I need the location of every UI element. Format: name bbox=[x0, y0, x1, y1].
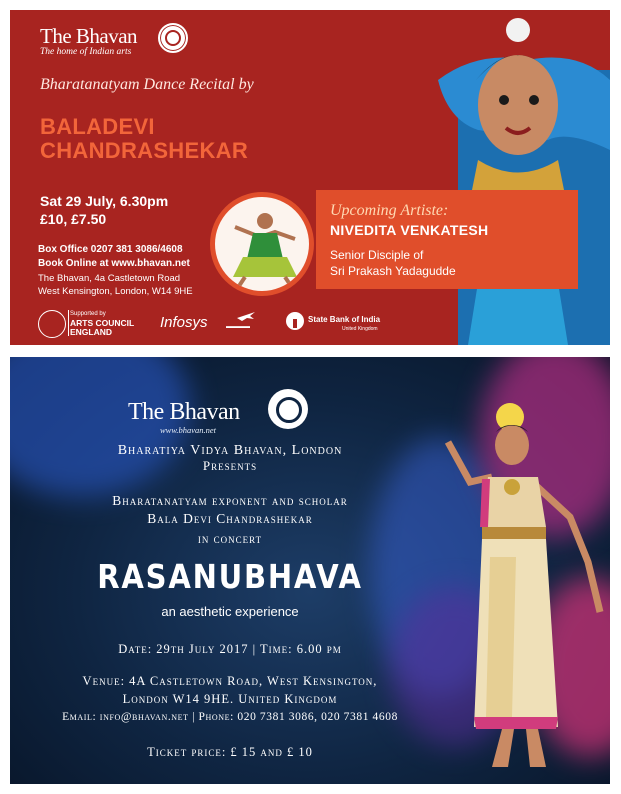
upcoming-photo-inner bbox=[215, 197, 309, 291]
upcoming-label: Upcoming Artiste: bbox=[330, 202, 449, 219]
bhavan-url[interactable]: www.bhavan.net bbox=[160, 425, 217, 435]
bhavan-emblem-icon bbox=[158, 23, 188, 53]
upcoming-desc-line1: Senior Disciple of bbox=[330, 248, 424, 262]
artist-name bbox=[40, 115, 320, 163]
presents-label: Presents bbox=[202, 458, 258, 473]
in-concert-label: in concert bbox=[197, 531, 263, 546]
ace-name-line2: ENGLAND bbox=[70, 327, 113, 337]
bottom-flyer bbox=[10, 357, 610, 784]
bhavan-logo bbox=[40, 24, 137, 57]
sponsor-logos bbox=[38, 310, 458, 338]
upcoming-name: NIVEDITA VENKATESH bbox=[330, 222, 489, 238]
top-flyer bbox=[10, 10, 610, 345]
ace-name-line1: ARTS COUNCIL bbox=[70, 318, 135, 328]
box-office: Box Office 0207 381 3086/4608 bbox=[38, 244, 183, 255]
arts-council-circle-icon bbox=[38, 310, 66, 338]
upcoming-artiste-photo bbox=[210, 192, 314, 296]
ace-supported-label: Supported by bbox=[70, 311, 106, 317]
sbi-name: State Bank of India bbox=[308, 315, 381, 324]
artist-name-line2: CHANDRASHEKAR bbox=[40, 138, 249, 163]
ace-name bbox=[70, 319, 134, 337]
logo-wordmark: The Bhavan bbox=[40, 24, 138, 48]
dancer-portrait-image bbox=[418, 10, 610, 345]
contact-line: Email: info@bhavan.net | Phone: 020 7381 3086, 020 7381 4608 bbox=[62, 711, 398, 723]
address-line1: The Bhavan, 4a Castletown Road bbox=[38, 273, 181, 284]
logo-tagline: The home of Indian arts bbox=[40, 47, 132, 57]
bhavan-emblem-icon-bottom bbox=[268, 389, 308, 429]
infosys-logo: Infosys bbox=[160, 314, 208, 331]
address-line2: West Kensington, London, W14 9HE bbox=[38, 286, 193, 297]
ticket-price: Ticket price: £ 15 and £ 10 bbox=[147, 745, 313, 759]
artist-name-line1: BALADEVI bbox=[40, 114, 155, 139]
dancer-full-image bbox=[430, 387, 610, 784]
air-india-logo-icon bbox=[220, 310, 280, 336]
divider bbox=[68, 310, 69, 336]
upcoming-desc-line2: Sri Prakash Yadagudde bbox=[330, 264, 456, 278]
upcoming-artiste-box bbox=[316, 190, 578, 289]
event-price: £10, £7.50 bbox=[40, 211, 107, 227]
artist-name-bottom: Bala Devi Chandrashekar bbox=[147, 511, 313, 526]
upcoming-dancer-image bbox=[215, 197, 309, 291]
sbi-logo-icon bbox=[286, 312, 304, 330]
venue-line1: Venue: 4A Castletown Road, West Kensington, bbox=[82, 674, 378, 688]
bhavan-logo-bottom: The Bhavan bbox=[128, 399, 240, 425]
book-online-link[interactable]: Book Online at www.bhavan.net bbox=[38, 258, 190, 269]
air-india-mark-icon: ▬▬▬▬ bbox=[226, 324, 250, 330]
organisation-name: Bharatiya Vidya Bhavan, London bbox=[117, 443, 343, 458]
event-title: RASANUBHAVA bbox=[97, 557, 363, 596]
sbi-subtitle: United Kingdom bbox=[342, 326, 378, 332]
plane-icon bbox=[236, 310, 256, 322]
date-time: Date: 29th July 2017 | Time: 6.00 pm bbox=[118, 642, 342, 656]
exponent-line: Bharatanatyam exponent and scholar bbox=[112, 493, 348, 508]
event-subtitle-bottom: an aesthetic experience bbox=[161, 604, 299, 619]
event-date: Sat 29 July, 6.30pm bbox=[40, 193, 169, 209]
event-subtitle: Bharatanatyam Dance Recital by bbox=[40, 76, 254, 93]
venue-line2: London W14 9HE. United Kingdom bbox=[122, 692, 338, 706]
